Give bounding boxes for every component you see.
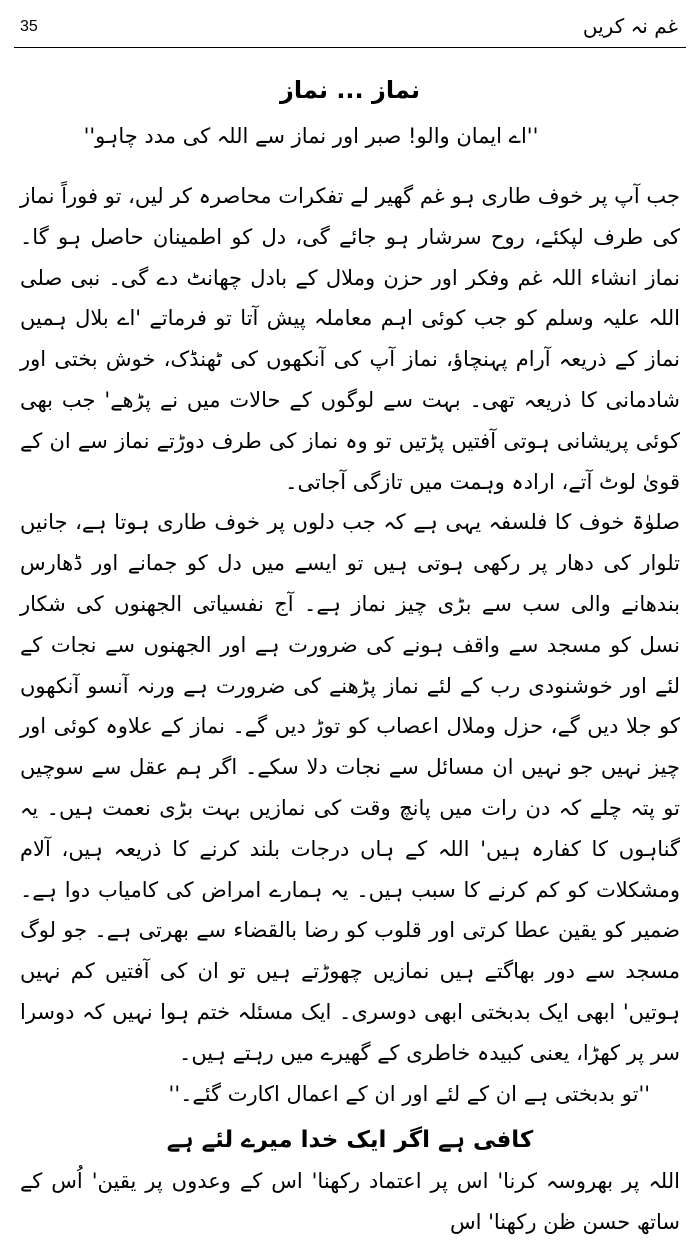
subheading: کافی ہے اگر ایک خدا میرے لئے ہے — [166, 1127, 534, 1154]
header-divider — [14, 47, 686, 48]
body-text — [20, 176, 680, 1243]
section-title: نماز ... نماز — [280, 76, 420, 104]
page-number: 35 — [20, 18, 38, 35]
paragraph: صلوٰۃ خوف کا فلسفہ یہی ہے کہ جب دلوں پر خوف طاری ہوتا ہے، جانیں تلوار کی دھار پر رکھی ہوتی ہیں تو ایسے میں دل کو جمانے اور ڈھارس بندھانے والی سب سے بڑی چیز نماز ہے۔ آج نفسیاتی الجھنوں کی شکار نسل کو مسجد سے واقف ہونے کی ضرورت ہے اور الجھنوں سے نجات کے لئے اور خوشنودی رب کے لئے نماز پڑھنے کی ضرورت ہے ورنہ آنسو آنکھوں کو جلا دیں گے، حزل وملال اعصاب کو توڑ دیں گے۔ نماز کے علاوہ کوئی اور چیز نہیں جو نہیں ان مسائل سے نجات دلا سکے۔ اگر ہم عقل سے سوچیں تو پتہ چلے کہ دن رات میں پانچ وقت کی نمازیں بہت بڑی نعمت ہیں۔ یہ گناہوں کا کفارہ ہیں' اللہ کے ہاں درجات بلند کرنے کا ذریعہ ہیں، آلام ومشکلات کو کم کرنے کا سبب ہیں۔ یہ ہمارے امراض کی کامیاب دوا ہے۔ ضمیر کو یقین عطا کرتی اور قلوب کو رضا بالقضاء سے بھرتی ہے۔ جو لوگ مسجد سے دور بھاگتے ہیں نمازیں چھوڑتے ہیں تو ان کی آفتیں کم نہیں ہوتیں' ابھی ایک بدبختی ابھی دوسری۔ ایک مسئلہ ختم ہوا نہیں کہ دوسرا سر پر کھڑا، یعنی کبیدہ خاطری کے گھیرے میں رہتے ہیں۔ — [20, 510, 680, 1065]
paragraph: جب آپ پر خوف طاری ہو غم گھیر لے تفکرات محاصرہ کر لیں، تو فوراً نماز کی طرف لپکئے، روح سرشار ہو جائے گی، دل کو اطمینان حاصل ہو گا۔ نماز انشاء اللہ غم وفکر اور حزن وملال کے بادل چھانٹ دے گی۔ نبی صلی اللہ علیہ وسلم کو جب کوئی اہم معاملہ پیش آتا تو فرماتے 'اے بلال ہمیں نماز کے ذریعہ آرام پہنچاؤ، نماز آپ کی آنکھوں کی ٹھنڈک، خوش بختی اور شادمانی کا ذریعہ تھی۔ بہت سے لوگوں کے حالات میں نے پڑھے' جب بھی کوئی پریشانی ہوتی آفتیں پڑتیں تو وہ نماز کی طرف دوڑتے نماز سے ان کے قویٰ لوٹ آتے، ارادہ وہمت میں تازگی آجاتی۔ — [20, 184, 680, 494]
closing-quote: ''تو بدبختی ہے ان کے لئے اور ان کے اعمال اکارت گئے۔'' — [168, 1081, 650, 1106]
paragraph: اللہ پر بھروسہ کرنا' اس پر اعتماد رکھنا' اس کے وعدوں پر یقین' اُس کے ساتھ حسن ظن رکھنا' اس — [20, 1169, 680, 1234]
section-quote: ''اے ایمان والو! صبر اور نماز سے اللہ کی مدد چاہو'' — [83, 124, 539, 148]
running-header-title: غم نہ کریں — [582, 14, 678, 38]
